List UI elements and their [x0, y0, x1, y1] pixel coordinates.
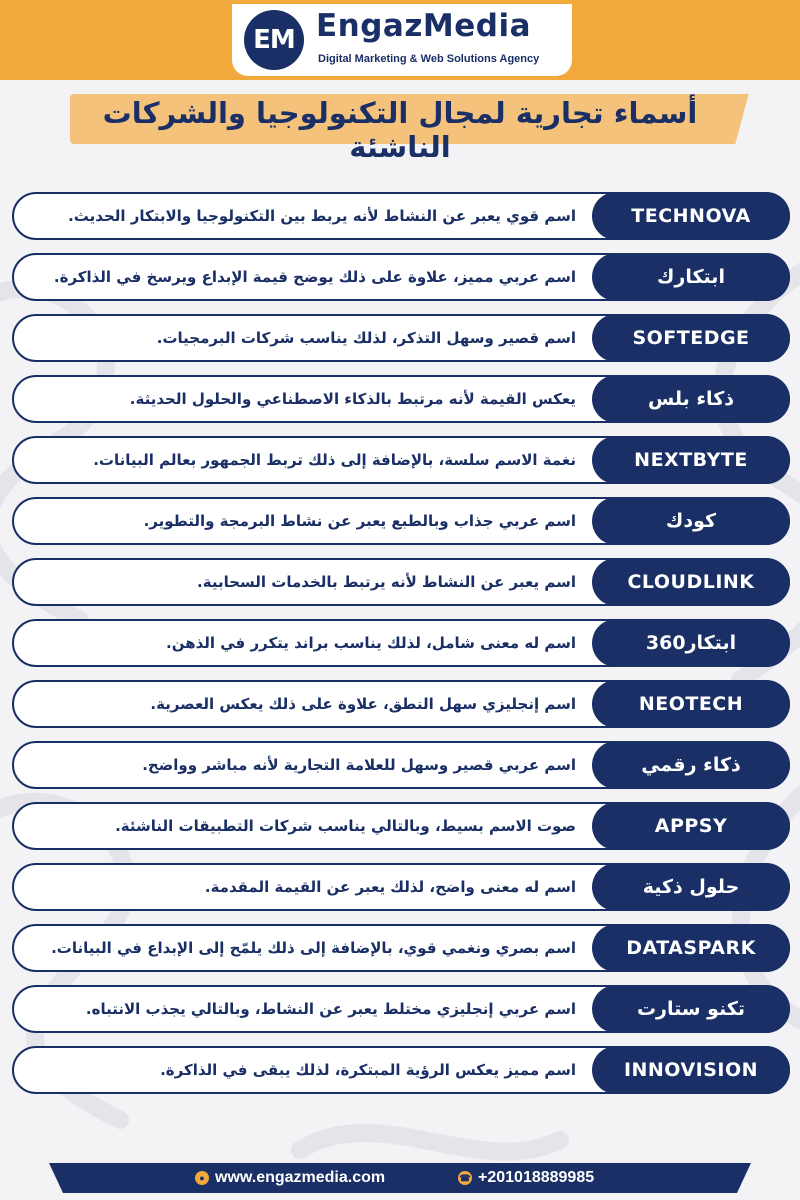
name-description: اسم له معنى واضح، لذلك يعبر عن القيمة المقدمة.	[204, 878, 576, 896]
brand-name-pill: NEXTBYTE	[592, 436, 790, 484]
logo-mark-icon: EM	[244, 10, 304, 70]
name-description: صوت الاسم بسيط، وبالتالي يناسب شركات التطبيقات الناشئة.	[115, 817, 576, 835]
phone-text: +201018889985	[478, 1169, 595, 1186]
list-item	[12, 314, 790, 362]
list-item	[12, 619, 790, 667]
list-item	[12, 1046, 790, 1094]
brand-tagline: Digital Marketing & Web Solutions Agency	[318, 53, 540, 65]
globe-icon: ●	[195, 1171, 209, 1185]
name-description: اسم مميز يعكس الرؤية المبتكرة، لذلك يبقى في الذاكرة.	[160, 1061, 576, 1079]
name-description: اسم بصري ونغمي قوي، بالإضافة إلى ذلك يلمّح إلى الإبداع في البيانات.	[51, 939, 576, 957]
name-description: اسم عربي إنجليزي مختلط يعبر عن النشاط، وبالتالي يجذب الانتباه.	[85, 1000, 576, 1018]
name-description: اسم قوي يعبر عن النشاط لأنه يربط بين التكنولوجيا والابتكار الحديث.	[68, 207, 576, 225]
name-description: نغمة الاسم سلسة، بالإضافة إلى ذلك تربط الجمهور بعالم البيانات.	[93, 451, 576, 469]
brand-logo	[232, 4, 572, 76]
brand-name-pill: كودك	[592, 497, 790, 545]
list-item	[12, 924, 790, 972]
list-item	[12, 558, 790, 606]
name-description: اسم عربي مميز، علاوة على ذلك يوضح قيمة الإبداع ويرسخ في الذاكرة.	[53, 268, 576, 286]
list-item	[12, 253, 790, 301]
list-item	[12, 802, 790, 850]
list-item	[12, 985, 790, 1033]
brand-name-pill: ذكاء بلس	[592, 375, 790, 423]
brand-name-pill: NEOTECH	[592, 680, 790, 728]
brand-name-pill: CLOUDLINK	[592, 558, 790, 606]
brand-name-pill: ابتكارك	[592, 253, 790, 301]
footer-bar	[70, 1163, 730, 1193]
list-item	[12, 497, 790, 545]
name-description: اسم يعبر عن النشاط لأنه يرتبط بالخدمات السحابية.	[197, 573, 576, 591]
name-description: اسم عربي قصير وسهل للعلامة التجارية لأنه مباشر وواضح.	[142, 756, 576, 774]
brand-name-pill: TECHNOVA	[592, 192, 790, 240]
page-title-banner	[70, 86, 730, 164]
brand-name-pill: DATASPARK	[592, 924, 790, 972]
phone-link[interactable]	[458, 1163, 594, 1193]
list-item	[12, 680, 790, 728]
list-item	[12, 375, 790, 423]
website-text: www.engazmedia.com	[215, 1169, 386, 1186]
name-description: اسم له معنى شامل، لذلك يناسب براند يتكرر في الذهن.	[166, 634, 576, 652]
website-link[interactable]	[195, 1163, 385, 1193]
brand-name-pill: تكنو ستارت	[592, 985, 790, 1033]
brand-name-pill: INNOVISION	[592, 1046, 790, 1094]
brand-name-pill: ذكاء رقمي	[592, 741, 790, 789]
brand-name-pill: SOFTEDGE	[592, 314, 790, 362]
name-description: اسم عربي جذاب وبالطبع يعبر عن نشاط البرمجة والتطوير.	[143, 512, 576, 530]
name-description: اسم إنجليزي سهل النطق، علاوة على ذلك يعكس العصرية.	[150, 695, 576, 713]
list-item	[12, 863, 790, 911]
page-title: أسماء تجارية لمجال التكنولوجيا والشركات الناشئة	[102, 96, 698, 164]
list-item	[12, 741, 790, 789]
brand-name-pill: APPSY	[592, 802, 790, 850]
list-item	[12, 436, 790, 484]
name-description: يعكس القيمة لأنه مرتبط بالذكاء الاصطناعي والحلول الحديثة.	[129, 390, 576, 408]
brand-name-pill: حلول ذكية	[592, 863, 790, 911]
phone-icon: ☎	[459, 1172, 471, 1183]
brand-name-pill: ابتكار360	[592, 619, 790, 667]
brand-name: EngazMedia	[316, 8, 532, 44]
name-description: اسم قصير وسهل التذكر، لذلك يناسب شركات البرمجيات.	[156, 329, 576, 347]
list-item	[12, 192, 790, 240]
